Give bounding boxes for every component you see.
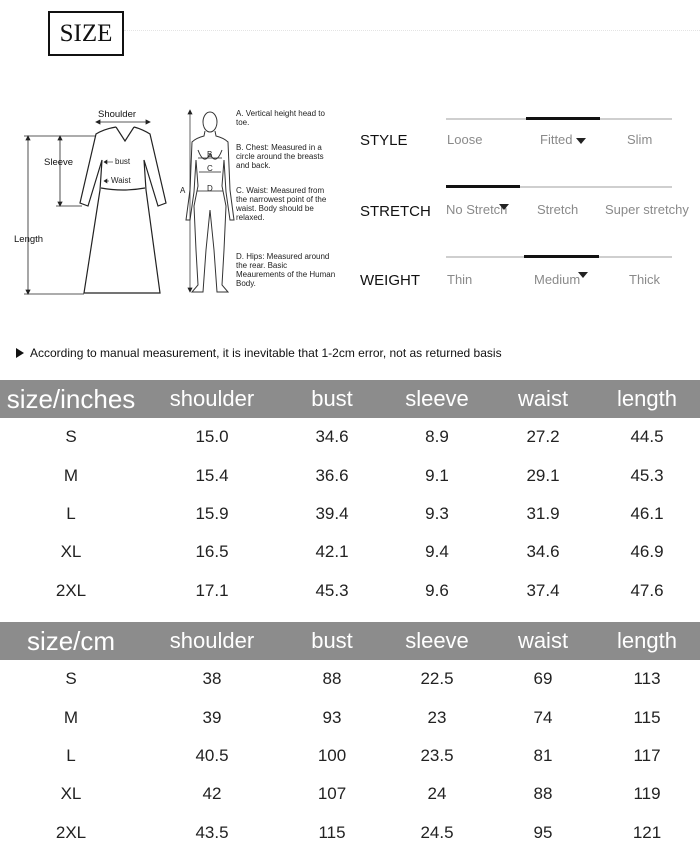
cell-shoulder: 38 — [202, 669, 222, 689]
cell-length: 44.5 — [630, 427, 664, 447]
weight-option-thin: Thin — [447, 272, 473, 287]
table-row — [0, 495, 700, 533]
cell-waist: 81 — [533, 745, 553, 765]
header-shoulder: shoulder — [169, 628, 255, 653]
waist-label: Waist — [111, 176, 131, 185]
selected-triangle-icon — [576, 138, 586, 144]
measurement-notice — [16, 346, 502, 360]
cell-size: L — [66, 745, 76, 765]
weight-track — [446, 256, 672, 258]
size-table-cm — [0, 622, 700, 852]
cell-length: 121 — [632, 822, 662, 842]
note-hips: D. Hips: Measured around the rear. Basic Meaurements of the Human Body. — [236, 252, 336, 288]
cell-length: 46.1 — [630, 503, 664, 523]
header-length: length — [617, 386, 677, 411]
body-letter-d: D — [207, 184, 213, 193]
cell-shoulder: 39 — [202, 707, 222, 727]
cell-bust: 115 — [318, 822, 346, 842]
stretch-track — [446, 186, 672, 188]
cell-length: 113 — [633, 669, 661, 689]
table-header — [0, 380, 700, 418]
header-shoulder: shoulder — [169, 386, 255, 411]
play-arrow-icon — [16, 348, 24, 358]
style-option-fitted-label: Fitted — [540, 132, 573, 147]
cell-length: 45.3 — [630, 465, 664, 485]
cell-length: 119 — [633, 784, 661, 804]
body-letter-b: B — [207, 150, 213, 159]
body-letter-c: C — [207, 164, 213, 173]
cell-waist: 74 — [533, 707, 553, 727]
cell-bust: 88 — [322, 669, 342, 689]
note-chest: B. Chest: Measured in a circle around the breasts and back. — [236, 143, 324, 170]
cell-waist: 29.1 — [526, 465, 560, 485]
stretch-selected-bar — [446, 185, 520, 188]
cell-length: 117 — [633, 745, 661, 765]
stretch-option-no-stretch — [446, 202, 509, 217]
measurement-diagram — [0, 100, 350, 310]
stretch-scale — [360, 186, 700, 226]
cell-bust: 36.6 — [315, 465, 349, 485]
cell-waist: 31.9 — [526, 503, 560, 523]
style-track — [446, 118, 672, 120]
style-label: STYLE — [360, 132, 408, 149]
cell-size: M — [63, 707, 79, 727]
header-sleeve: sleeve — [405, 628, 469, 653]
cell-shoulder: 40.5 — [195, 745, 229, 765]
weight-scale — [360, 256, 700, 296]
table-row — [0, 775, 700, 813]
note-height: A. Vertical height head to toe. — [236, 109, 325, 127]
size-title: SIZE — [48, 11, 124, 56]
header-size: size/cm — [26, 625, 116, 656]
style-scale — [360, 118, 700, 158]
table-row — [0, 572, 700, 610]
stretch-option-stretch: Stretch — [537, 202, 579, 217]
header-bust: bust — [311, 386, 353, 411]
cell-bust: 42.1 — [315, 542, 349, 562]
cell-bust: 45.3 — [315, 580, 349, 600]
table-row — [0, 737, 700, 775]
cell-bust: 93 — [322, 707, 342, 727]
shoulder-label: Shoulder — [98, 109, 137, 120]
cell-shoulder: 42 — [202, 784, 222, 804]
note-waist: C. Waist: Measured from the narrowest point of the waist. Body should be relaxed. — [236, 186, 327, 222]
style-option-slim: Slim — [627, 132, 653, 147]
cell-size: L — [66, 503, 76, 523]
cell-length: 47.6 — [630, 580, 664, 600]
table-row — [0, 660, 700, 698]
weight-option-thick: Thick — [629, 272, 661, 287]
cell-size: 2XL — [55, 580, 87, 600]
selected-triangle-icon — [578, 272, 588, 278]
cell-bust: 107 — [317, 784, 347, 804]
style-option-loose: Loose — [447, 132, 483, 147]
cell-length: 115 — [633, 707, 661, 727]
selected-triangle-icon — [499, 204, 509, 210]
cell-size: M — [63, 465, 79, 485]
cell-bust: 100 — [317, 745, 347, 765]
stretch-label: STRETCH — [360, 203, 431, 220]
notice-text: According to manual measurement, it is inevitable that 1-2cm error, not as returned basis — [30, 346, 502, 360]
header-bust: bust — [311, 628, 353, 653]
cell-sleeve: 8.9 — [425, 427, 449, 447]
table-header — [0, 622, 700, 660]
cell-sleeve: 9.6 — [425, 580, 449, 600]
cell-sleeve: 9.4 — [425, 542, 449, 562]
weight-option-medium — [534, 272, 588, 287]
header-waist: waist — [517, 386, 569, 411]
cell-bust: 39.4 — [315, 503, 349, 523]
cell-sleeve: 24 — [427, 784, 447, 804]
cell-length: 46.9 — [630, 542, 664, 562]
cell-waist: 34.6 — [526, 542, 560, 562]
table-row — [0, 533, 700, 571]
stretch-option-super-stretchy: Super stretchy — [605, 202, 689, 217]
dress-outline — [80, 127, 166, 293]
cell-shoulder: 15.9 — [195, 503, 229, 523]
body-measure-lines — [188, 110, 223, 292]
table-row — [0, 698, 700, 736]
stretch-option-no-stretch-label: No Stretch — [446, 202, 508, 217]
cell-bust: 34.6 — [315, 427, 349, 447]
cell-waist: 27.2 — [526, 427, 560, 447]
size-table-inches — [0, 380, 700, 610]
cell-sleeve: 22.5 — [420, 669, 454, 689]
sleeve-label: Sleeve — [44, 157, 74, 168]
style-selected-bar — [526, 117, 600, 120]
cell-sleeve: 23 — [427, 707, 447, 727]
header-length: length — [617, 628, 677, 653]
cell-shoulder: 16.5 — [195, 542, 229, 562]
body-letter-a: A — [180, 186, 186, 195]
cell-size: S — [65, 669, 77, 689]
body-outline — [186, 112, 234, 292]
cell-waist: 69 — [533, 669, 553, 689]
cell-sleeve: 24.5 — [420, 822, 454, 842]
cell-shoulder: 17.1 — [195, 580, 229, 600]
table-row — [0, 418, 700, 456]
cell-sleeve: 23.5 — [420, 745, 454, 765]
cell-shoulder: 43.5 — [195, 822, 229, 842]
top-divider — [124, 30, 700, 31]
cell-waist: 37.4 — [526, 580, 560, 600]
bust-label: bust — [115, 157, 131, 166]
header-sleeve: sleeve — [405, 386, 469, 411]
cell-size: XL — [60, 542, 82, 562]
table-row — [0, 814, 700, 852]
weight-selected-bar — [524, 255, 599, 258]
style-option-fitted — [540, 132, 586, 147]
cell-waist: 95 — [533, 822, 553, 842]
table-row — [0, 456, 700, 494]
cell-waist: 88 — [533, 784, 553, 804]
header-size: size/inches — [6, 383, 136, 414]
header-waist: waist — [517, 628, 569, 653]
cell-sleeve: 9.1 — [425, 465, 449, 485]
weight-option-medium-label: Medium — [534, 272, 581, 287]
sleeve-arrow — [56, 136, 82, 206]
length-label: Length — [14, 234, 44, 245]
cell-shoulder: 15.4 — [195, 465, 229, 485]
cell-size: XL — [60, 784, 82, 804]
cell-size: S — [65, 427, 77, 447]
cell-size: 2XL — [55, 822, 87, 842]
cell-sleeve: 9.3 — [425, 503, 449, 523]
weight-label: WEIGHT — [360, 272, 420, 289]
cell-shoulder: 15.0 — [195, 427, 229, 447]
